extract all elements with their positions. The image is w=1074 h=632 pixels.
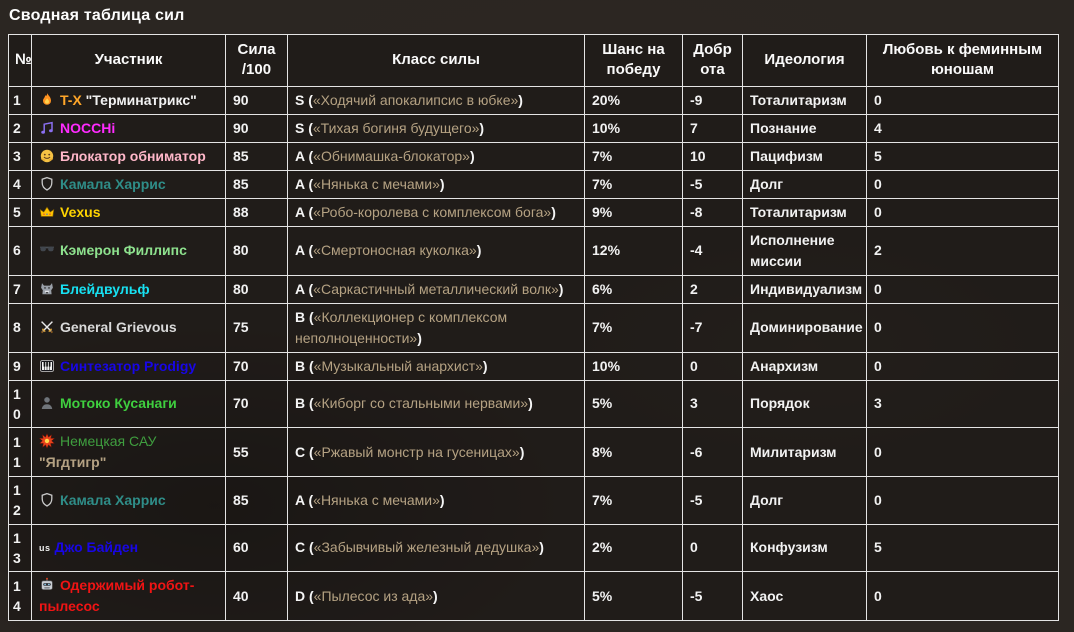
power-class-label: «Тихая богиня будущего» — [312, 119, 480, 136]
femboy-love-cell: 3 — [867, 380, 1059, 428]
ideology-cell: Порядок — [743, 380, 867, 428]
table-row — [9, 114, 1059, 142]
participant-name: "Терминатрикс" — [85, 91, 197, 108]
power-class-grade: B ( — [295, 395, 314, 412]
participant-name: T-X — [60, 91, 82, 108]
kindness-cell: 7 — [683, 114, 743, 142]
power-class-label: «Нянька с мечами» — [313, 491, 440, 508]
ideology-cell: Доминирование — [743, 303, 867, 352]
table-row — [9, 275, 1059, 303]
participant-name: Синтезатор Prodigy — [60, 357, 197, 374]
shield-icon — [39, 176, 55, 192]
power-class-cell: D («Пылесос из ада») — [288, 572, 585, 621]
row-number-cell: 3 — [9, 142, 32, 170]
sunglasses-icon — [39, 242, 55, 258]
femboy-love-cell: 0 — [867, 170, 1059, 198]
row-number-cell: 14 — [9, 572, 32, 621]
ideology-cell: Анархизм — [743, 352, 867, 380]
table-row — [9, 572, 1059, 621]
piano-icon — [39, 358, 55, 374]
kindness-cell: -5 — [683, 477, 743, 525]
explosion-icon — [39, 433, 55, 449]
table-row — [9, 380, 1059, 428]
power-class-cell: C («Ржавый монстр на гусеницах») — [288, 428, 585, 477]
participant-cell — [32, 380, 226, 428]
power-cell: 90 — [226, 114, 288, 142]
crown-icon — [39, 204, 55, 220]
win-chance-cell: 9% — [585, 198, 683, 226]
ideology-cell: Пацифизм — [743, 142, 867, 170]
power-class-grade: S ( — [295, 91, 313, 108]
ideology-cell: Исполнение миссии — [743, 226, 867, 275]
power-cell: 60 — [226, 524, 288, 572]
power-class-grade: A ( — [295, 147, 314, 164]
wolf-icon — [39, 281, 55, 297]
power-class-cell: A («Саркастичный металлический волк») — [288, 275, 585, 303]
ideology-cell: Милитаризм — [743, 428, 867, 477]
power-class-cell: A («Нянька с мечами») — [288, 477, 585, 525]
win-chance-cell: 10% — [585, 114, 683, 142]
participant-cell — [32, 477, 226, 525]
forces-table — [8, 34, 1059, 621]
table-row — [9, 142, 1059, 170]
power-class-grade: A ( — [295, 491, 314, 508]
kindness-cell: -6 — [683, 428, 743, 477]
power-class-grade: C ( — [295, 539, 314, 556]
row-number-cell: 12 — [9, 477, 32, 525]
row-number-cell: 6 — [9, 226, 32, 275]
power-class-label: «Ржавый монстр на гусеницах» — [313, 443, 520, 460]
ideology-cell: Индивидуализм — [743, 275, 867, 303]
participant-name: Кэмерон Филлипс — [60, 242, 187, 258]
music-notes-icon — [39, 120, 55, 136]
kindness-cell: -5 — [683, 170, 743, 198]
power-class-label: «Киборг со стальными нервами» — [313, 395, 529, 412]
power-class-cell: A («Нянька с мечами») — [288, 170, 585, 198]
participant-name: Vexus — [60, 203, 101, 220]
row-number-cell: 13 — [9, 524, 32, 572]
robot-icon — [39, 577, 55, 593]
power-class-grade: S ( — [295, 119, 313, 136]
power-class-grade: A ( — [295, 280, 314, 297]
power-class-label: «Обнимашка-блокатор» — [313, 147, 470, 164]
power-class-label: «Саркастичный металлический волк» — [313, 280, 559, 297]
win-chance-cell: 5% — [585, 572, 683, 621]
power-cell: 85 — [226, 142, 288, 170]
power-class-grade: D ( — [295, 587, 314, 604]
power-class-grade: C ( — [295, 443, 314, 460]
participant-name: Камала Харрис — [60, 491, 166, 508]
femboy-love-cell: 5 — [867, 524, 1059, 572]
table-row — [9, 198, 1059, 226]
page-title: Сводная таблица сил — [9, 7, 185, 24]
power-class-label: «Нянька с мечами» — [313, 175, 440, 192]
row-number-cell: 7 — [9, 275, 32, 303]
power-class-label: «Забывчивый железный дедушка» — [313, 539, 540, 556]
power-cell: 90 — [226, 86, 288, 114]
row-number-cell: 4 — [9, 170, 32, 198]
participant-name: Джо Байден — [54, 539, 139, 556]
participant-cell — [32, 226, 226, 275]
femboy-love-cell: 0 — [867, 428, 1059, 477]
kindness-cell: -9 — [683, 86, 743, 114]
power-class-grade: A ( — [295, 175, 314, 192]
power-cell: 70 — [226, 380, 288, 428]
row-number-cell: 5 — [9, 198, 32, 226]
row-number-cell: 8 — [9, 303, 32, 352]
row-number-cell: 11 — [9, 428, 32, 477]
participant-cell — [32, 572, 226, 621]
participant-cell — [32, 114, 226, 142]
us-flag-icon: us — [39, 543, 51, 554]
femboy-love-cell: 5 — [867, 142, 1059, 170]
table-row — [9, 170, 1059, 198]
participant-name: Камала Харрис — [60, 175, 166, 192]
column-header-7: Любовь к феминным юношам — [867, 35, 1059, 87]
column-header-4: Шанс на победу — [585, 35, 683, 87]
power-class-grade: A ( — [295, 242, 314, 258]
kindness-cell: 0 — [683, 352, 743, 380]
kindness-cell: -7 — [683, 303, 743, 352]
power-class-label: «Коллекционер с комплексом неполноценности» — [295, 308, 508, 346]
power-class-label: «Ходячий апокалипсис в юбке» — [312, 91, 519, 108]
power-class-cell: B («Коллекционер с комплексом неполноценности») — [288, 303, 585, 352]
power-class-cell: B («Киборг со стальными нервами») — [288, 380, 585, 428]
win-chance-cell: 8% — [585, 428, 683, 477]
participant-name: Блокатор обниматор — [60, 147, 206, 164]
person-icon — [39, 395, 55, 411]
participant-cell — [32, 524, 226, 572]
table-row — [9, 352, 1059, 380]
win-chance-cell: 7% — [585, 477, 683, 525]
power-class-grade: B ( — [295, 308, 314, 325]
participant-name: Блейдвульф — [60, 280, 150, 297]
kindness-cell: -4 — [683, 226, 743, 275]
ideology-cell: Долг — [743, 170, 867, 198]
power-class-cell: A («Обнимашка-блокатор») — [288, 142, 585, 170]
table-row — [9, 303, 1059, 352]
femboy-love-cell: 0 — [867, 572, 1059, 621]
femboy-love-cell: 0 — [867, 477, 1059, 525]
femboy-love-cell: 0 — [867, 86, 1059, 114]
power-cell: 75 — [226, 303, 288, 352]
win-chance-cell: 6% — [585, 275, 683, 303]
participant-name: "Ягдтигр" — [39, 454, 107, 471]
ideology-cell: Тоталитаризм — [743, 198, 867, 226]
participant-name: Одержимый робот-пылесос — [39, 577, 195, 615]
win-chance-cell: 12% — [585, 226, 683, 275]
power-cell: 40 — [226, 572, 288, 621]
power-cell: 85 — [226, 477, 288, 525]
kindness-cell: 0 — [683, 524, 743, 572]
power-cell: 80 — [226, 275, 288, 303]
power-cell: 85 — [226, 170, 288, 198]
ideology-cell: Хаос — [743, 572, 867, 621]
kindness-cell: 2 — [683, 275, 743, 303]
femboy-love-cell: 2 — [867, 226, 1059, 275]
column-header-2: Сила /100 — [226, 35, 288, 87]
kindness-cell: 10 — [683, 142, 743, 170]
participant-cell — [32, 303, 226, 352]
kindness-cell: 3 — [683, 380, 743, 428]
power-cell: 80 — [226, 226, 288, 275]
power-class-grade: A ( — [295, 203, 314, 220]
participant-name: Мотоко Кусанаги — [60, 395, 177, 412]
table-row — [9, 226, 1059, 275]
femboy-love-cell: 0 — [867, 352, 1059, 380]
femboy-love-cell: 0 — [867, 303, 1059, 352]
kindness-cell: -8 — [683, 198, 743, 226]
column-header-5: Доброта — [683, 35, 743, 87]
femboy-love-cell: 0 — [867, 198, 1059, 226]
power-class-label: «Смертоносная куколка» — [313, 242, 477, 258]
participant-cell — [32, 170, 226, 198]
table-row — [9, 428, 1059, 477]
femboy-love-cell: 4 — [867, 114, 1059, 142]
ideology-cell: Долг — [743, 477, 867, 525]
row-number-cell: 1 — [9, 86, 32, 114]
participant-name: General Grievous — [60, 319, 177, 335]
power-class-label: «Робо-королева с комплексом бога» — [313, 203, 552, 220]
column-header-1: Участник — [32, 35, 226, 87]
ideology-cell: Познание — [743, 114, 867, 142]
power-class-cell: S («Тихая богиня будущего») — [288, 114, 585, 142]
participant-cell — [32, 198, 226, 226]
power-class-label: «Пылесос из ада» — [313, 587, 434, 604]
femboy-love-cell: 0 — [867, 275, 1059, 303]
ideology-cell: Конфузизм — [743, 524, 867, 572]
power-cell: 70 — [226, 352, 288, 380]
participant-cell — [32, 428, 226, 477]
win-chance-cell: 7% — [585, 303, 683, 352]
fire-icon — [39, 92, 55, 108]
table-row — [9, 477, 1059, 525]
table-row — [9, 524, 1059, 572]
participant-cell — [32, 352, 226, 380]
win-chance-cell: 7% — [585, 170, 683, 198]
row-number-cell: 9 — [9, 352, 32, 380]
column-header-0: № — [9, 35, 32, 87]
power-class-label: «Музыкальный анархист» — [313, 357, 483, 374]
row-number-cell: 2 — [9, 114, 32, 142]
win-chance-cell: 5% — [585, 380, 683, 428]
power-class-cell: C («Забывчивый железный дедушка») — [288, 524, 585, 572]
power-class-cell: B («Музыкальный анархист») — [288, 352, 585, 380]
win-chance-cell: 20% — [585, 86, 683, 114]
participant-name: Немецкая САУ — [60, 433, 157, 450]
win-chance-cell: 7% — [585, 142, 683, 170]
power-class-cell: A («Робо-королева с комплексом бога») — [288, 198, 585, 226]
participant-name: NOCCHi — [60, 119, 116, 136]
win-chance-cell: 2% — [585, 524, 683, 572]
crossed-swords-icon — [39, 319, 55, 335]
power-class-grade: B ( — [295, 357, 314, 374]
participant-cell — [32, 142, 226, 170]
kindness-cell: -5 — [683, 572, 743, 621]
table-row — [9, 86, 1059, 114]
power-class-cell: A («Смертоносная куколка») — [288, 226, 585, 275]
row-number-cell: 10 — [9, 380, 32, 428]
power-cell: 55 — [226, 428, 288, 477]
participant-cell — [32, 275, 226, 303]
shield-icon — [39, 492, 55, 508]
participant-cell — [32, 86, 226, 114]
table-header — [9, 35, 1059, 87]
win-chance-cell: 10% — [585, 352, 683, 380]
hugging-face-icon — [39, 148, 55, 164]
power-cell: 88 — [226, 198, 288, 226]
ideology-cell: Тоталитаризм — [743, 86, 867, 114]
column-header-6: Идеология — [743, 35, 867, 87]
power-class-cell: S («Ходячий апокалипсис в юбке») — [288, 86, 585, 114]
column-header-3: Класс силы — [288, 35, 585, 87]
